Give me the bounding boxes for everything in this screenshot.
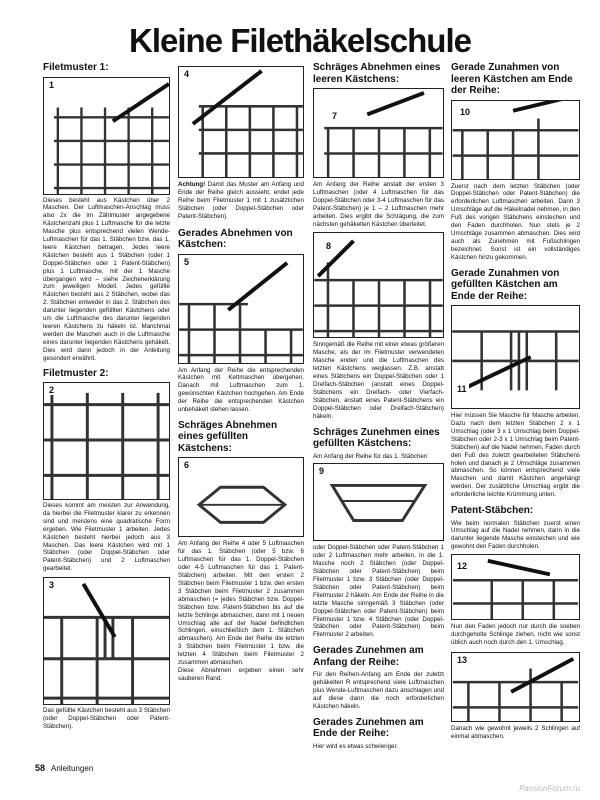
paragraph: Nun den Faden jedoch nur durch die soeben durchgeholte Schlinge ziehen, nicht wie sonst üblich auch noch durch den 1. Umschlag. bbox=[451, 623, 580, 646]
figure-7-grid bbox=[313, 88, 444, 178]
figure-number: 4 bbox=[184, 69, 190, 79]
paragraph: Zuerst nach dem letzten Stäbchen (oder Doppel-Stäbchen oder Patent-Stäbchen) die erforderlichen Luftmaschen arbeiten. Dann 3 Umschläge auf die Häkelnadel nehmen, in den Fuß des vorigen Stäbchens einstechen und den Faden durchholen. Nun stets je 2 Umschläge zusammen abmaschen. Dies wird auch als Zunehmen mit Fußschlingen bezeichnet. Sonst ist ein vollständiges Kästchen hinzu gekommen. bbox=[451, 182, 580, 261]
figure-number: 3 bbox=[49, 580, 55, 591]
heading-gerade-zunahmen-leer: Gerade Zunahmen von leeren Kästchen am Ende der Reihe: bbox=[451, 62, 573, 96]
column-2 bbox=[178, 62, 304, 683]
heading-patent-staebchen: Patent-Stäbchen: bbox=[451, 505, 534, 517]
watermark: PassionForum.ru bbox=[519, 784, 580, 793]
paragraph: Am Anfang der Reihe für das 1. Stäbchen bbox=[313, 452, 428, 460]
figure-12-grid bbox=[451, 554, 580, 620]
figure-10-grid bbox=[451, 100, 580, 180]
crochet-grid-illustration bbox=[179, 67, 303, 177]
figure-number: 9 bbox=[319, 466, 325, 477]
figure-9-edge bbox=[313, 463, 444, 541]
figure-number: 10 bbox=[460, 106, 471, 117]
crochet-edge-illustration bbox=[314, 464, 443, 540]
paragraph: Danach wie gewohnt jeweils 2 Schlingen auf einmal abmaschen. bbox=[451, 724, 580, 740]
crochet-grid-illustration bbox=[452, 555, 579, 619]
crochet-grid-illustration bbox=[179, 255, 303, 363]
paragraph: Wie beim normalen Stäbchen zuerst einen Umschlag auf die Nadel nehmen, dann in die darunter liegende Masche einstechen und wie gewohnt den Faden durchholen. bbox=[451, 519, 580, 551]
page-title: Kleine Filethäkelschule bbox=[129, 22, 471, 59]
figure-6-edge bbox=[178, 457, 304, 537]
figure-5-grid bbox=[178, 254, 304, 364]
paragraph: Am Anfang der Reihe die entsprechenden Kästchen mit Kettmaschen übergehen. Danach mit Luftmaschen zum 1. gewünschten Kästchen hochgehen. Am Ende der Reihe die entsprechenden Kästchen unbehäkelt stehen lassen. bbox=[178, 366, 304, 414]
crochet-grid-illustration bbox=[44, 578, 169, 704]
figure-8-grid bbox=[313, 232, 444, 338]
figure-3-grid bbox=[43, 577, 170, 705]
heading-schraeges-abnehmen-gefuellt: Schräges Abnehmen eines gefüllten Kästchens: bbox=[178, 419, 278, 454]
figure-2-grid bbox=[43, 382, 170, 500]
figure-1-grid bbox=[43, 77, 170, 195]
crochet-grid-illustration bbox=[314, 89, 443, 177]
page-footer bbox=[35, 763, 93, 773]
paragraph: Hier müssen Sie Masche für Masche arbeiten. Dazu nach dem letzten Stäbchen 2 x 1 Umschlag (oder 3 x 1 Umschlag beim Doppel-Stäbchen oder 2-3 x 1 Umschlag beim Patent-Stäbchen) auf die Nadel nehmen, Faden durch den Fuß des zuletzt gearbeiteten Stäbchens holen und danach je 2 Umschläge zusammen abmaschen. So können entsprechend viele Maschen und damit Kästchen angehängt werden. Der zusätzliche Umschlag ergibt die erforderliche leichte Krümmung unten. bbox=[451, 412, 580, 499]
figure-4-grid bbox=[178, 66, 304, 178]
crochet-edge-illustration bbox=[179, 458, 303, 536]
paragraph: Das gefüllte Kästchen besteht aus 3 Stäbchen (oder Doppel-Stäbchen oder Patent-Stäbchen). bbox=[43, 707, 170, 730]
paragraph: Am Anfang der Reihe 4 oder 5 Luftmaschen für das 1. Stäbchen (oder 5 bzw. 6 Luftmaschen für das 1. Doppel-Stäbchen oder 4-5 Luftmaschen für das 1. Patent-Stäbchen) arbeiten. Mit den ersten 2 Stäbchen beim Filetmuster 1 bzw. den ersten 3 Stäbchen beim Filetmuster 2 zusammen abmaschen (= jedes Stäbchen bzw. Doppel-Stäbchen bzw. Patent-Stäbchen bis auf die letzte Schlinge abmaschen, dann mit 1 neuen Umschlag alle auf der Nadel befindlichen Schlingen, einschließlich dem 1. Stäbchen abmaschen). Am Ende der Reihe die letzten 3 Stäbchen beim Filetmuster 1 bzw. die letzten 4 Stäbchen beim Filetmuster 2 zusammen abmaschen. bbox=[178, 540, 304, 667]
crochet-grid-illustration bbox=[44, 383, 169, 499]
paragraph bbox=[178, 181, 304, 221]
figure-number: 2 bbox=[49, 385, 55, 396]
page-number: 58 bbox=[35, 763, 46, 773]
figure-number: 12 bbox=[457, 561, 468, 572]
crochet-grid-illustration bbox=[44, 78, 169, 194]
crochet-grid-illustration bbox=[452, 653, 579, 721]
column-4 bbox=[451, 62, 580, 741]
heading-schraeges-zunehmen: Schräges Zunehmen eines gefüllten Kästchens: bbox=[313, 426, 440, 449]
figure-13-grid bbox=[451, 652, 580, 722]
column-3 bbox=[313, 62, 444, 751]
heading-gerades-zunehmen-anfang: Gerades Zunehmen am Anfang der Reihe: bbox=[313, 645, 424, 668]
heading-gerades-zunehmen-ende: Gerades Zunehmen am Ende der Reihe: bbox=[313, 716, 424, 740]
crochet-grid-illustration bbox=[314, 233, 443, 337]
paragraph: Dieses besteht aus Kästchen über 2 Maschen. Der Luftmaschen-Anschlag muss also 2x die im Zählmuster angegebene Kästchenzahl plus 1 Luftmasche für die letzte Masche plus entsprechend vielen Wende-Luftmaschen für das 1. Stäbchen bzw. das 1. leere Kästchen betragen. Jedes leere Kästchen besteht aus 1 Stäbchen (oder 1 Doppel-Stäbchen oder 1 Patent-Stäbchen) plus 1 Luftmasche, mit der 1 Masche übergangen wird – siehe Zeichenerklärung zum jeweiligen Modell. Jedes gefüllte Kästchen besteht aus 2 Stäbchen, wobei das 2. Stäbchen entweder in das 2. Stäbchen des darunter liegenden gefüllten Kästchens oder um die Luftmasche des darunter liegenden leeren Kästchens zu häkeln ist. Manchmal werden die Maschen auch in die Luftmasche eines darunter liegenden Kästchens gehäkelt. Dies wird dann jedoch in der Anleitung gesondert erwähnt. bbox=[43, 196, 170, 362]
heading-gerades-abnehmen: Gerades Abnehmen von Kästchen: bbox=[178, 227, 293, 251]
heading-filetmuster-2: Filetmuster 2: bbox=[43, 367, 109, 379]
paragraph: Für den Reihen-Anfang am Ende der zuletzt gehäkelten R entsprechend viele Luftmaschen plus Wende-Luftmaschen dazu anschlagen und auf diese dann die noch erforderlichen Kästchen häkeln. bbox=[313, 671, 444, 710]
figure-number: 6 bbox=[184, 460, 190, 471]
heading-filetmuster-1: Filetmuster 1: bbox=[43, 62, 109, 73]
heading-schraeges-abnehmen-leer: Schräges Abnehmen eines leeren Kästchens: bbox=[313, 62, 441, 85]
paragraph: Sinngemäß die Reihe mit einer etwas größeren Masche, als der im Filetmuster verwendeten Masche enden und die Luftmaschen des letzten Kästchens weglassen. Z.B. anstatt eines Stäbchens ein Doppel-Stäbchen oder 1 Dreifach-Stäbchen (anstatt eines Doppel-Stäbchens ein Dreifach- oder Vierfach-Stäbchen, anstatt eines Patent-Stäbchens ein Doppel-Stäbchen oder Dreifach-Stäbchen) häkeln. bbox=[313, 341, 444, 420]
paragraph: Diese Abnahmen ergeben einen sehr sauberen Rand. bbox=[178, 666, 304, 682]
figure-number: 1 bbox=[49, 79, 55, 90]
heading-gerade-zunahmen-gefuellt: Gerade Zunahmen von gefüllten Kästchen am Ende der Reihe: bbox=[451, 267, 560, 302]
figure-number: 5 bbox=[184, 256, 190, 267]
paragraph: Dieses kommt am meisten zur Anwendung, da hierbei die Filetmuster klarer zu erkennen sind und meistens eine quadratische Form ergeben. Wie Filetmuster 1 arbeiten. Jedes Kästchen besteht hierbei jedoch aus 3 Maschen. Das leere Kästchen wird mit 1 Stäbchen (oder Doppel-Stäbchen oder Patent-Stäbchen) und 2 Luftmaschen gearbeitet. bbox=[43, 502, 170, 573]
figure-number: 7 bbox=[332, 111, 338, 121]
figure-number: 11 bbox=[457, 384, 467, 395]
figure-11-grid bbox=[451, 305, 580, 409]
warning-label: Achtung! bbox=[178, 181, 206, 188]
paragraph: oder Doppel-Stäbchen oder Patent-Stäbchen 1 oder 2 Luftmaschen mehr arbeiten, in die 1. Masche noch 2 Stäbchen (oder Doppel-Stäbchen oder Patent-Stäbchen) beim Filetmuster 1 bzw. 3 Stäbchen (oder Doppel-Stäbchen oder Patent-Stäbchen) beim Filetmuster 2 häkeln. Am Ende der Reihe in die letzte Masche sinngemäß 3 Stäbchen (oder Doppel-Stäbchen oder Patent-Stäbchen) beim Filetmuster 1 bzw. 4 Stäbchen (oder Doppel-Stäbchen oder Patent-Stäbchen) beim Filetmuster 2 arbeiten. bbox=[313, 544, 444, 639]
figure-number: 8 bbox=[326, 241, 332, 252]
paragraph: Am Anfang der Reihe anstatt der ersten 3 Luftmaschen (oder 4 Luftmaschen für das Doppel-Stäbchen oder 3-4 Luftmaschen für das Patent-Stäbchen) je 1 – 2 Luftmaschen mehr arbeiten. Dies ergibt die Schrägung, die zum nächsten gehäkelten Kästchen überleitet. bbox=[313, 181, 444, 228]
section-label: Anleitungen bbox=[51, 764, 94, 773]
paragraph: Hier wird es etwas schwieriger. bbox=[313, 742, 398, 750]
crochet-grid-illustration bbox=[452, 306, 579, 408]
figure-number: 13 bbox=[457, 654, 468, 665]
paragraph-text: Damit das Muster am Anfang und Ende der Reihe gleich aussieht, endet jede Reihe beim Filetmuster 1 mit 1 zusätzlichen Stäbchen (oder Doppel-Stäbchen oder Patent-Stäbchen). bbox=[178, 181, 304, 220]
column-1 bbox=[43, 62, 170, 731]
